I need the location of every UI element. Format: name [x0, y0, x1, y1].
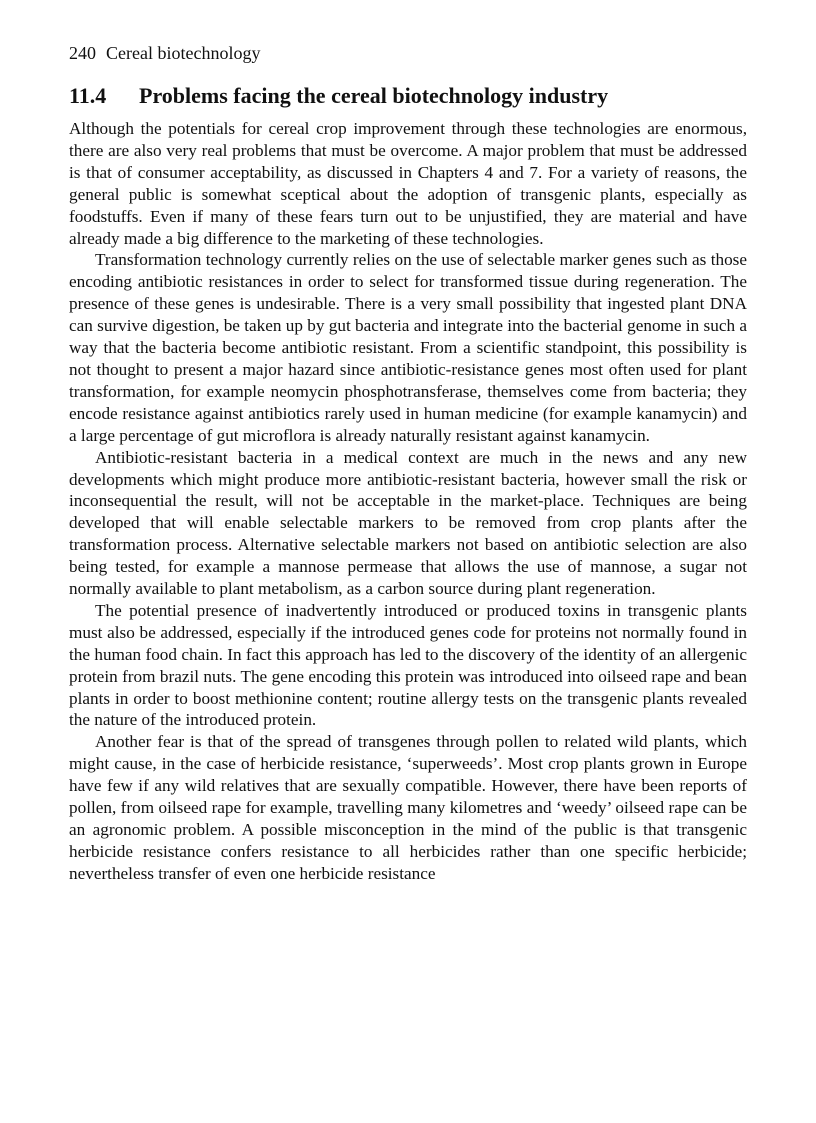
paragraph: The potential presence of inadvertently introduced or produced toxins in transgenic plants must also be addressed, especially if the introduced genes code for proteins not normally found in the human food chain. In fact this approach has led to the discovery of the identity of an allergenic protein from brazil nuts. The gene encoding this protein was introduced into oilseed rape and bean plants in order to boost methionine content; routine allergy tests on the transgenic plants revealed the nature of the introduced protein.	[69, 600, 747, 730]
paragraph: Another fear is that of the spread of transgenes through pollen to related wild plants, which might cause, in the case of herbicide resistance, ‘superweeds’. Most crop plants grown in Europe have few if any wild relatives that are sexually compatible. However, there have been reports of pollen, from oilseed rape for example, travelling many kilometres and ‘weedy’ oilseed rape can be an agronomic problem. A possible misconception in the mind of the public is that transgenic herbicide resistance confers resistance to all herbicides rather than one specific herbicide; nevertheless transfer of even one herbicide resistance	[69, 732, 747, 883]
page-number: 240	[69, 43, 96, 63]
paragraph: Although the potentials for cereal crop improvement through these technologies are enormous, there are also very real problems that must be overcome. A major problem that must be addressed is that of consumer acceptability, as discussed in Chapters 4 and 7. For a variety of reasons, the general public is somewhat sceptical about the adoption of transgenic plants, especially as foodstuffs. Even if many of these fears turn out to be unjustified, they are material and have already made a big difference to the marketing of these technologies.	[69, 119, 747, 248]
section-number: 11.4	[69, 83, 107, 108]
body-text	[69, 118, 747, 885]
section-heading	[69, 82, 747, 110]
running-title: Cereal biotechnology	[106, 43, 261, 63]
paragraph: Antibiotic-resistant bacteria in a medical context are much in the news and any new developments which might produce more antibiotic-resistant bacteria, however small the risk or inconsequential the result, will not be acceptable in the market-place. Techniques are being developed that will enable selectable markers to be removed from crop plants after the transformation process. Alternative selectable markers not based on antibiotic selection are also being tested, for example a mannose permease that allows the use of mannose, a sugar not normally available to plant metabolism, as a carbon source during plant regeneration.	[69, 447, 747, 599]
section-title: Problems facing the cereal biotechnology industry	[139, 83, 609, 108]
paragraph: Transformation technology currently relies on the use of selectable marker genes such as those encoding antibiotic resistances in order to select for transformed tissue during regeneration. The presence of these genes is undesirable. There is a very small possibility that ingested plant DNA can survive digestion, be taken up by gut bacteria and integrate into the bacterial genome in such a way that the bacteria become antibiotic resistant. From a scientific standpoint, this possibility is not thought to present a major hazard since antibiotic-resistance genes most often used for plant transformation, for example neomycin phosphotransferase, themselves come from bacteria; they encode resistance against antibiotics rarely used in human medicine (for example kanamycin) and a large percentage of gut microflora is already naturally resistant against kanamycin.	[69, 250, 747, 445]
running-header	[69, 40, 747, 66]
book-page	[69, 40, 747, 885]
